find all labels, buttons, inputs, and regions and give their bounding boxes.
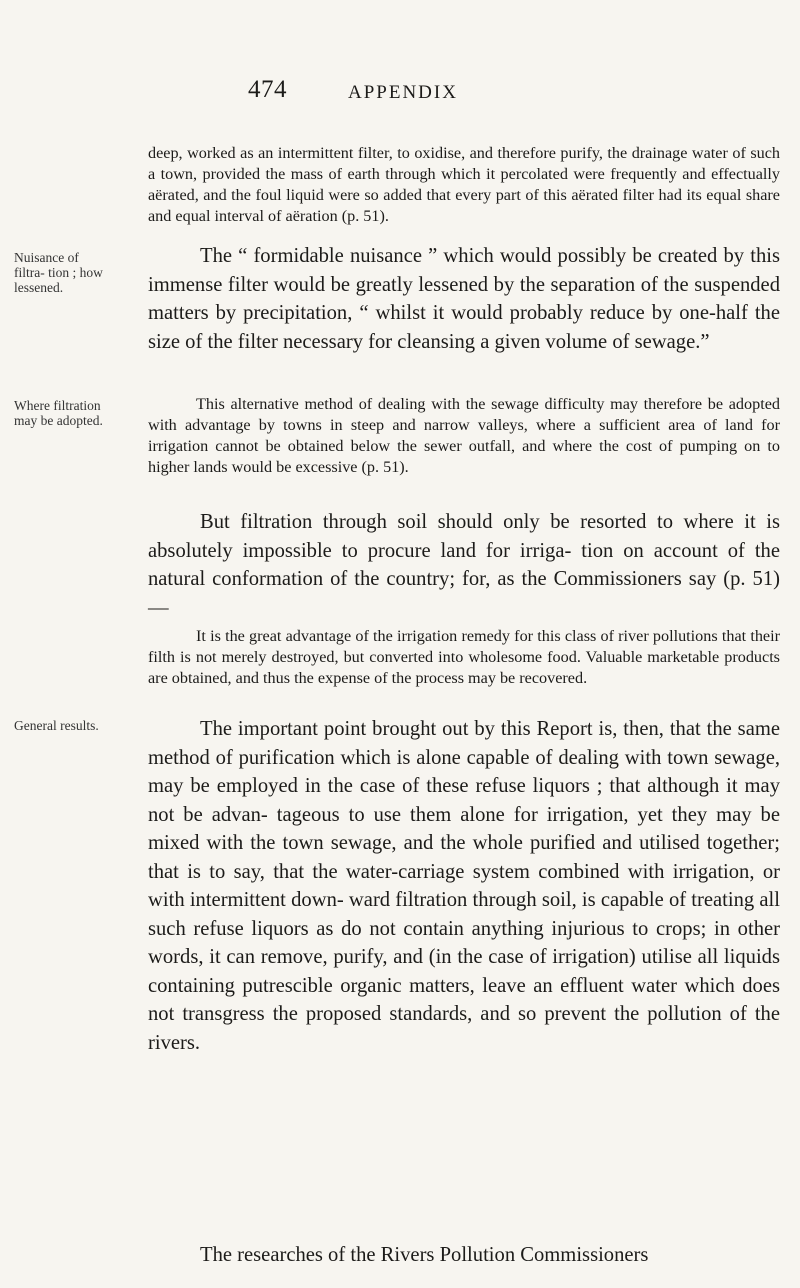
sidenote-where-filtration: Where filtration may be adopted. <box>14 398 103 428</box>
paragraph-important-point: The important point brought out by this Report is, then, that the same method of purification which is alone capable of dealing with town sewage, may be employed in the case of these refuse liquors ; that although it may not be advan- tageous to use them alone for irrigation, yet they may be mixed with the town sewage, and the whole purified and utilised together; that is to say, that the water-carriage system combined with irrigation, or with intermittent down- ward filtration through soil, is capable of treating all such refuse liquors as do not contain anything injurious to crops; in other words, it can remove, purify, and (in the case of irrigation) utilise all liquids containing putrescible organic matters, leave an effluent water which does not transgress the proposed standards, and so prevent the pollution of the rivers. <box>148 718 780 1054</box>
paragraph-researches: The researches of the Rivers Pollution Commissioners <box>200 1244 649 1266</box>
sidenote-general-results: General results. <box>14 718 99 733</box>
paragraph-filtration-through-soil: But filtration through soil should only be resorted to where it is absolutely impossible to procure land for irriga- tion on account of the natural conformation of the country; for, as the Commissioners say (p. 51)— <box>148 511 780 619</box>
paragraph-commissioners-quote: It is the great advantage of the irrigation remedy for this class of river pollutions that their filth is not merely destroyed, but converted into wholesome food. Valuable marketable products are obtained, and thus the expense of the process may be recovered. <box>148 627 780 687</box>
paragraph-filter-continuation: deep, worked as an intermittent filter, to oxidise, and therefore purify, the drainage water of such a town, provided the mass of earth through which it percolated were frequently and effectually aërated, and the foul liquid were so added that every part of this aërated filter had its equal share and equal interval of aëration (p. 51). <box>148 144 780 225</box>
paragraph-alternative-method: This alternative method of dealing with the sewage difficulty may therefore be adopted with advantage by towns in steep and narrow valleys, where a sufficient area of land for irrigation cannot be obtained below the sewer outfall, and where the cost of pumping on to higher lands would be excessive (p. 51). <box>148 395 780 476</box>
sidenote-nuisance: Nuisance of filtra- tion ; how lessened. <box>14 250 103 295</box>
page-header <box>0 76 800 116</box>
running-head: APPENDIX <box>348 82 458 103</box>
page-number: 474 <box>248 76 287 103</box>
paragraph-formidable-nuisance: The “ formidable nuisance ” which would possibly be created by this immense filter would be greatly lessened by the separation of the suspended matters by precipitation, “ whilst it would probably reduce by one-half the size of the filter necessary for cleansing a given volume of sewage.” <box>148 245 780 353</box>
